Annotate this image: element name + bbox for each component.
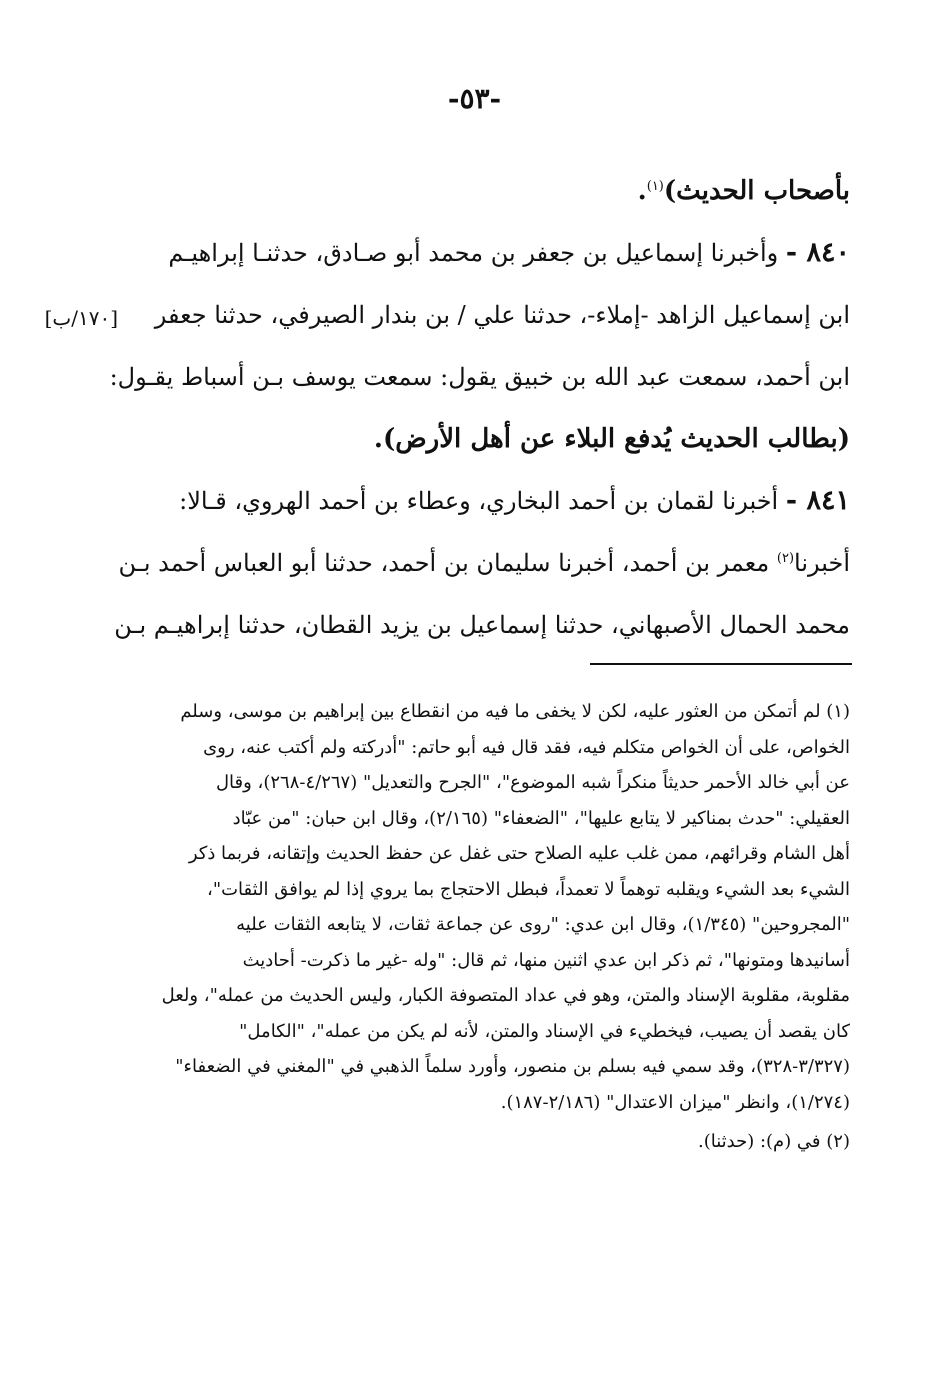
footnote-line: مقلوبة، مقلوبة الإسناد والمتن، وهو في عداد المتصوفة الكبار، وليس الحديث من عمله"، ولعل [161, 985, 850, 1006]
hadith-quote: (بطالب الحديث يُدفع البلاء عن أهل الأرض). [373, 424, 850, 454]
footnote-line: أسانيدها ومتونها"، ثم ذكر ابن عدي اثنين منها، ثم قال: "وله -غير ما ذكرت- أحاديث [242, 949, 850, 971]
folio-marginal-reference: [١٧٠/ب] [44, 306, 118, 330]
footnote-line: الشيء بعد الشيء ويقلبه توهماً لا تعمداً، فبطل الاحتجاج بما يروي إذا لم يوافق الثقات"، [207, 878, 850, 900]
footnote-line: (١/٢٧٤)، وانظر "ميزان الاعتدال" (٢/١٨٦-١٨٧). [500, 1091, 850, 1113]
text-line: ابن إسماعيل الزاهد -إملاء-، حدثنا علي / بن بندار الصيرفي، حدثنا جعفر [154, 301, 850, 329]
text-line: محمد الحمال الأصبهاني، حدثنا إسماعيل بن يزيد القطان، حدثنا إبراهيـم بـن [114, 611, 850, 639]
hadith-number-841: ٨٤١ - [785, 485, 850, 516]
period-mark: . [637, 176, 647, 206]
footnote-line: (٣/٣٢٧-٣٢٨)، وقد سمي فيه بسلم بن منصور، وأورد سلماً الذهبي في "المغني في الضعفاء" [175, 1056, 850, 1077]
text-line [110, 160, 850, 222]
footnote-line: كان يقصد أن يصيب، فيخطيء في الإسناد والمتن، لأنه لم يكن من عمله"، "الكامل" [239, 1020, 850, 1042]
text-line [110, 470, 850, 532]
footnote-2 [110, 1124, 850, 1160]
footnote-line: الخواص، على أن الخواص متكلم فيه، فقد قال فيه أبو حاتم: "أدركته ولم أكتب عنه، روى [203, 736, 850, 758]
footnote-line: العقيلي: "حدث بمناكير لا يتابع عليها"، "الضعفاء" (٢/١٦٥)، وقال ابن حبان: "من عبّاد [232, 807, 850, 829]
akhbarana-word: أخبرنا [794, 549, 850, 577]
footnote-line: أهل الشام وقرائهم، ممن غلب عليه الصلاح حتى غفل عن حفظ الحديث وإتقانه، فربما ذكر [188, 843, 850, 864]
footnote-line: (٢) في (م): (حدثنا). [697, 1131, 850, 1152]
chapter-phrase: بأصحاب الحديث) [663, 176, 850, 206]
footnote-line: "المجروحين" (١/٣٤٥)، وقال ابن عدي: "روى عن جماعة ثقات، لا يتابعه الثقات عليه [236, 914, 850, 935]
hadith-840-text: وأخبرنا إسماعيل بن جعفر بن محمد أبو صـادق، حدثنـا إبراهيـم [168, 239, 779, 267]
footnote-1 [110, 694, 850, 1120]
text-line [110, 532, 850, 594]
main-text [110, 160, 850, 656]
text-line: ابن أحمد، سمعت عبد الله بن خبيق يقول: سمعت يوسف بـن أسباط يقـول: [110, 363, 850, 391]
page-number: -٥٣- [447, 82, 502, 115]
footnote-ref-1: (١) [646, 179, 664, 194]
footnotes [110, 694, 850, 1160]
footnote-line: (١) لم أتمكن من العثور عليه، لكن لا يخفى ما فيه من انقطاع بين إبراهيم بن موسى، وسلم [180, 701, 850, 722]
footnote-line: عن أبي خالد الأحمر حديثاً منكراً شبه الموضوع"، "الجرح والتعديل" (٤/٢٦٧-٢٦٨)، وقال [215, 772, 850, 793]
hadith-number-840: ٨٤٠ - [785, 237, 850, 268]
text-line [110, 222, 850, 284]
footnote-ref-2: (٢) [776, 551, 795, 566]
hadith-841-text: أخبرنا لقمان بن أحمد البخاري، وعطاء بن أحمد الهروي، قـالا: [179, 487, 779, 515]
text-line-rest: معمر بن أحمد، أخبرنا سليمان بن أحمد، حدثنا أبو العباس أحمد بـن [118, 549, 770, 577]
footnote-separator [590, 663, 852, 665]
